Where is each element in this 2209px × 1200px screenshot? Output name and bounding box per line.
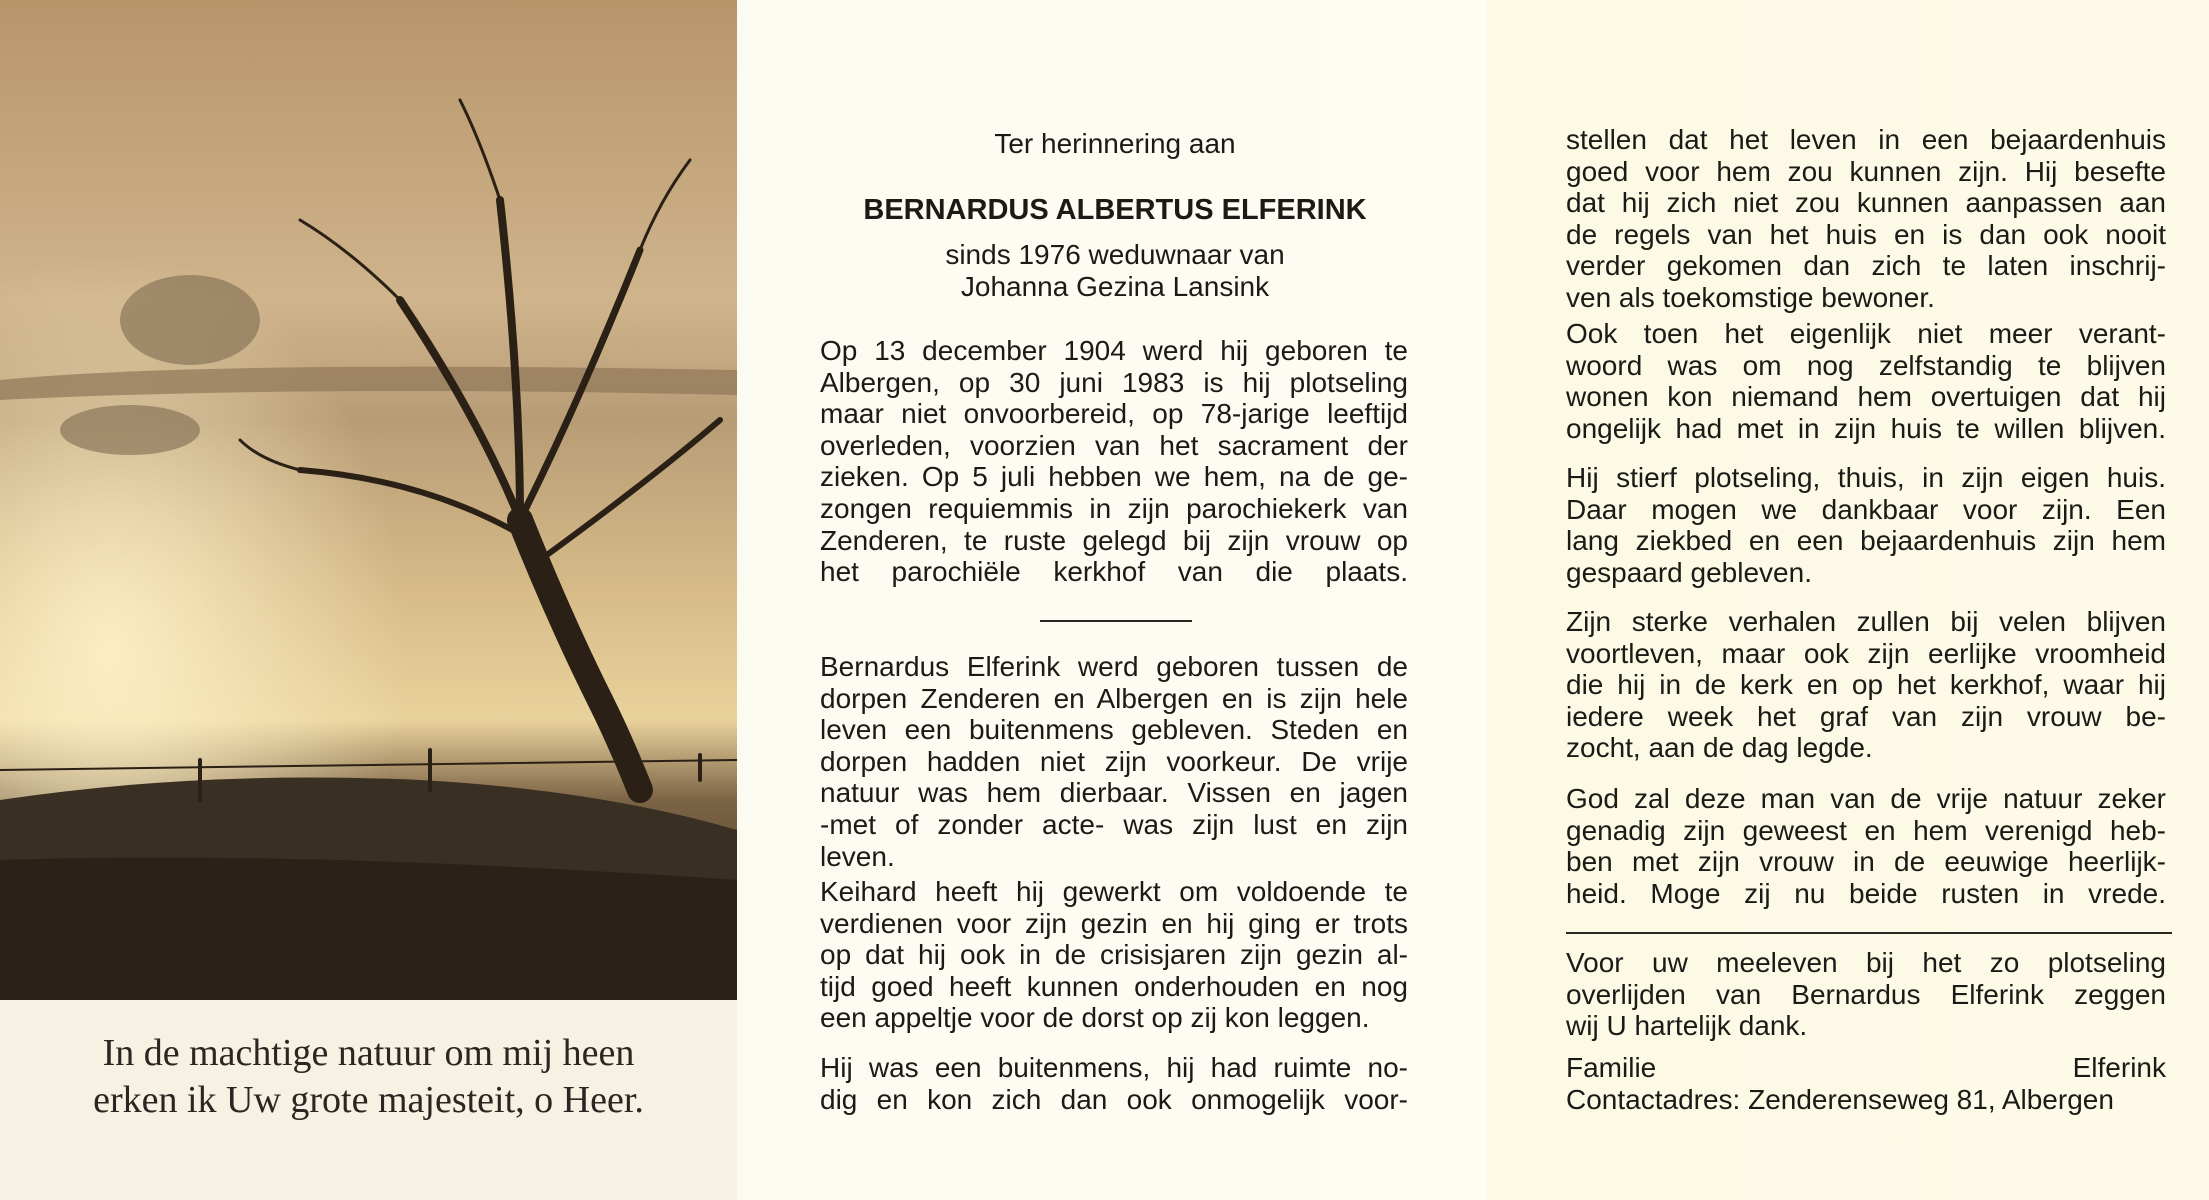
text-line: Zenderen, te ruste gelegd bij zijn vrouw op: [820, 524, 1408, 556]
text-line: op dat hij ook in de crisisjaren zijn gezin al-: [820, 939, 1408, 971]
paragraph: [1566, 606, 2166, 764]
text-line: leven een buitenmens gebleven. Steden en: [820, 714, 1408, 746]
text-line: maar niet onvoorbereid, op 78-jarige leeftijd: [820, 398, 1408, 430]
paragraph: [1566, 462, 2166, 588]
paragraph: [820, 335, 1408, 588]
widower-line: sinds 1976 weduwnaar van: [945, 239, 1285, 270]
paragraph: [1566, 124, 2166, 314]
text-line: dorpen hadden niet zijn voorkeur. De vrije: [820, 745, 1408, 777]
text-line: een appeltje voor de dorst op zij kon leggen.: [820, 1002, 1370, 1034]
text-line: heid. Moge zij nu beide rusten in vrede.: [1566, 877, 2166, 909]
text-line: dorpen Zenderen en Albergen en is zijn hele: [820, 682, 1408, 714]
text-line: Voor uw meeleven bij het zo plotseling: [1566, 947, 2166, 978]
photo-caption: [0, 1030, 737, 1124]
divider: [1040, 620, 1192, 622]
text-line: ven als toekomstige bewoner.: [1566, 281, 1935, 313]
text-line: Zijn sterke verhalen zullen bij velen blijven: [1566, 606, 2166, 637]
intro-heading: Ter herinnering aan: [994, 128, 1236, 159]
text-line: zocht, aan de dag legde.: [1566, 732, 1873, 764]
text-line: dig en kon zich dan ook onmogelijk voor-: [820, 1083, 1408, 1115]
text-line: Albergen, op 30 juni 1983 is hij plotseling: [820, 366, 1408, 398]
text-line: Hij was een buitenmens, hij had ruimte no-: [820, 1052, 1408, 1083]
text-line: leven.: [820, 840, 895, 872]
paragraph: [1566, 947, 2166, 1042]
text-line: voortleven, maar ook zijn eerlijke vroomheid: [1566, 637, 2166, 669]
text-line: wonen kon niemand hem overtuigen dat hij: [1566, 381, 2166, 413]
text-line: ongelijk had met in zijn huis te willen blijven.: [1566, 412, 2166, 444]
text-line: de regels van het huis en is dan ook nooit: [1566, 218, 2166, 250]
text-line: stellen dat het leven in een bejaardenhuis: [1566, 124, 2166, 155]
text-line: verder gekomen dan zich te laten inschrij-: [1566, 250, 2166, 282]
text-line: Bernardus Elferink werd geboren tussen de: [820, 651, 1408, 682]
text-line: God zal deze man van de vrije natuur zeker: [1566, 783, 2166, 814]
landscape-photo: [0, 0, 737, 1000]
caption-line: In de machtige natuur om mij heen: [102, 1032, 635, 1074]
text-line: Hij stierf plotseling, thuis, in zijn eigen huis.: [1566, 462, 2166, 493]
text-line: Ook toen het eigenlijk niet meer verant-: [1566, 318, 2166, 349]
divider: [1566, 932, 2172, 934]
paragraph: [820, 1052, 1408, 1115]
text-line: verdienen voor zijn gezin en hij ging er trots: [820, 907, 1408, 939]
paragraph: [1566, 318, 2166, 444]
text-line: zieken. Op 5 juli hebben we hem, na de ge-: [820, 461, 1408, 493]
text-line: lang ziekbed en een bejaardenhuis zijn hem: [1566, 525, 2166, 557]
text-line: gespaard gebleven.: [1566, 556, 1812, 588]
deceased-name: BERNARDUS ALBERTUS ELFERINK: [863, 194, 1367, 226]
text-line: ben met zijn vrouw in de eeuwige heerlijk-: [1566, 846, 2166, 878]
paragraph: [1566, 783, 2166, 909]
text-line: iedere week het graf van zijn vrouw be-: [1566, 700, 2166, 732]
paragraph: [1566, 1052, 2166, 1115]
text-line: Familie Elferink: [1566, 1052, 2166, 1083]
photo-card: [0, 0, 737, 1200]
text-line: tijd goed heeft kunnen onderhouden en nog: [820, 970, 1408, 1002]
text-line: woord was om nog zelfstandig te blijven: [1566, 349, 2166, 381]
text-line: genadig zijn geweest en hem verenigd heb-: [1566, 814, 2166, 846]
text-line: het parochiële kerkhof van die plaats.: [820, 556, 1408, 588]
text-line: -met of zonder acte- was zijn lust en zijn: [820, 808, 1408, 840]
paragraph: [820, 876, 1408, 1034]
caption-line: erken ik Uw grote majesteit, o Heer.: [93, 1079, 644, 1121]
text-line: overleden, voorzien van het sacrament der: [820, 429, 1408, 461]
text-line: Daar mogen we dankbaar voor zijn. Een: [1566, 493, 2166, 525]
text-line: Keihard heeft hij gewerkt om voldoende te: [820, 876, 1408, 907]
paragraph: [820, 651, 1408, 872]
text-line: overlijden van Bernardus Elferink zeggen: [1566, 978, 2166, 1010]
text-line: goed voor hem zou kunnen zijn. Hij besefte: [1566, 155, 2166, 187]
text-line: die hij in de kerk en op het kerkhof, waar hij: [1566, 669, 2166, 701]
spouse-name: Johanna Gezina Lansink: [960, 271, 1270, 302]
text-line: zongen requiemmis in zijn parochiekerk van: [820, 492, 1408, 524]
text-line: Op 13 december 1904 werd hij geboren te: [820, 335, 1408, 366]
text-line: dat hij zich niet zou kunnen aanpassen aan: [1566, 187, 2166, 219]
text-line: Contactadres: Zenderenseweg 81, Albergen: [1566, 1083, 2114, 1115]
text-line: natuur was hem dierbaar. Vissen en jagen: [820, 777, 1408, 809]
text-line: wij U hartelijk dank.: [1566, 1010, 1808, 1042]
